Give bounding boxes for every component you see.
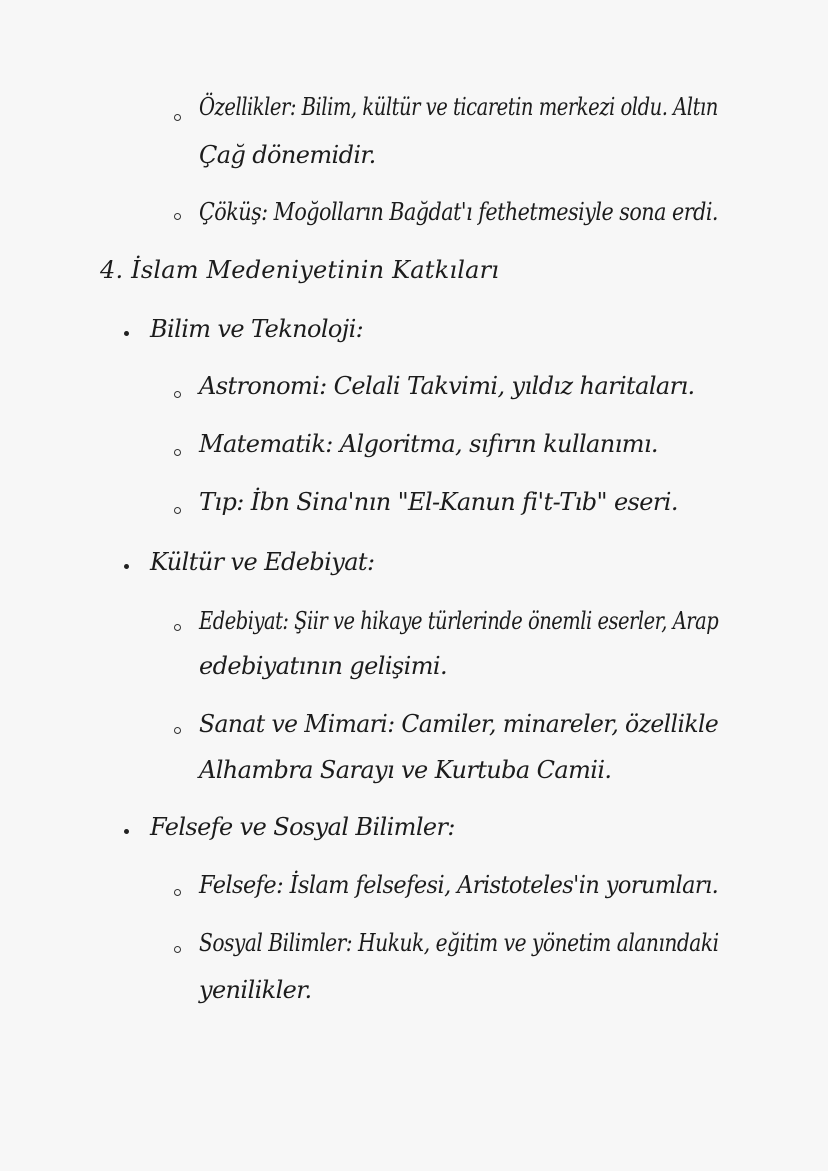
list-item-line: yenilikler. — [199, 976, 312, 1004]
bullet-icon — [124, 331, 129, 336]
sub-bullet-icon — [174, 391, 181, 398]
bullet-icon — [124, 829, 129, 834]
sub-bullet-icon — [174, 889, 181, 896]
sub-bullet-icon — [174, 727, 181, 734]
sub-bullet-icon — [174, 449, 181, 456]
section-number: 4. — [100, 256, 124, 284]
list-item-line: Felsefe: İslam felsefesi, Aristoteles'in yorumları. — [199, 871, 719, 899]
list-item-line: Çöküş: Moğolların Bağdat'ı fethetmesiyle sona erdi. — [199, 198, 718, 226]
list-item-line: Edebiyat: Şiir ve hikaye türlerinde önemli eserler, Arap — [199, 607, 719, 635]
sub-bullet-icon — [174, 624, 181, 631]
list-item-line: Tıp: İbn Sina'nın "El-Kanun fi't-Tıb" eseri. — [199, 488, 678, 516]
list-item-line: Alhambra Sarayı ve Kurtuba Camii. — [199, 756, 612, 784]
category-title: Felsefe ve Sosyal Bilimler: — [150, 813, 455, 841]
list-item-line: Sanat ve Mimari: Camiler, minareler, özellikle — [199, 710, 719, 738]
sub-bullet-icon — [174, 213, 181, 220]
list-item-line: Sosyal Bilimler: Hukuk, eğitim ve yönetim alanındaki — [199, 929, 719, 957]
section-title: İslam Medeniyetinin Katkıları — [131, 256, 500, 284]
category-title: Kültür ve Edebiyat: — [150, 548, 375, 576]
sub-bullet-icon — [174, 114, 181, 121]
list-item-line: Çağ dönemidir. — [199, 141, 376, 169]
bullet-icon — [124, 564, 129, 569]
list-item-line: Astronomi: Celali Takvimi, yıldız haritaları. — [199, 372, 695, 400]
sub-bullet-icon — [174, 946, 181, 953]
list-item-line: Özellikler: Bilim, kültür ve ticaretin merkezi oldu. Altın — [199, 93, 718, 121]
section-heading — [100, 254, 499, 286]
list-item-line: edebiyatının gelişimi. — [199, 652, 447, 680]
sub-bullet-icon — [174, 507, 181, 514]
list-item-line: Matematik: Algoritma, sıfırın kullanımı. — [199, 430, 658, 458]
category-title: Bilim ve Teknoloji: — [150, 315, 364, 343]
